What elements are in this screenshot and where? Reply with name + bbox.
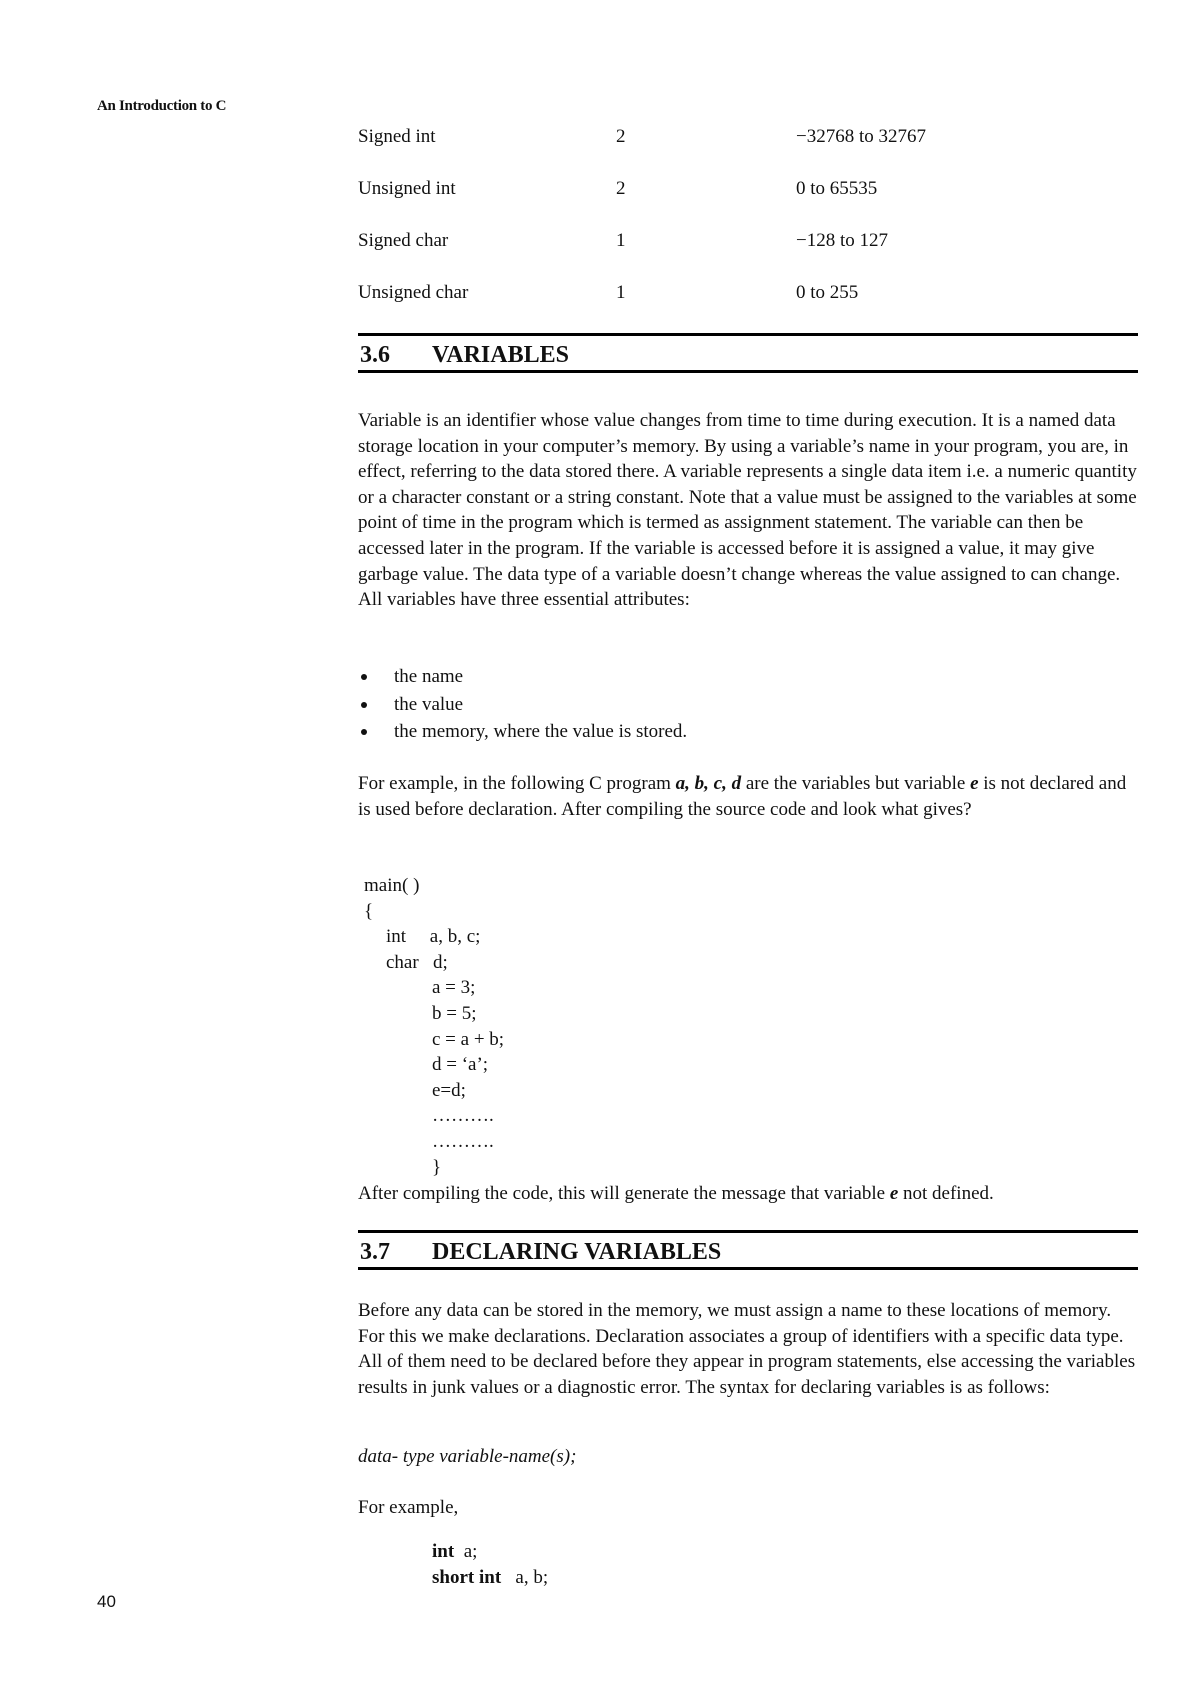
- variable-list: a;: [454, 1541, 478, 1562]
- code-line: a = 3;: [432, 977, 476, 999]
- section-heading-declaring-variables: [358, 1230, 1138, 1270]
- section-title: DECLARING VARIABLES: [432, 1239, 722, 1265]
- section-heading-variables: [358, 333, 1138, 373]
- code-line: char d;: [386, 951, 448, 973]
- list-item: [358, 691, 1138, 719]
- table-row: [358, 282, 1138, 334]
- text-run: is not declared and is used before declaration. After compiling the source code and look what gives?: [358, 773, 1127, 820]
- bytes-cell: 2: [616, 178, 626, 199]
- list-item: [358, 718, 1138, 746]
- attributes-list: [358, 663, 1138, 746]
- syntax-line: [358, 1444, 1138, 1470]
- text-run: For example, in the following C program: [358, 773, 676, 794]
- range-cell: −32768 to 32767: [796, 126, 926, 147]
- code-line: c = a + b;: [432, 1028, 505, 1050]
- type-cell: Signed char: [358, 230, 449, 251]
- code-line: main( ): [364, 875, 420, 896]
- code-line: b = 5;: [432, 1002, 477, 1024]
- running-header: An Introduction to C: [97, 98, 227, 114]
- conclusion: [358, 1181, 1138, 1207]
- code-line: ……….: [432, 1130, 494, 1152]
- text-run: are the variables but variable: [741, 773, 971, 794]
- code-line: }: [432, 1156, 442, 1178]
- variable-list: a, b;: [501, 1566, 549, 1588]
- declaration-line: [358, 1539, 1138, 1565]
- declaration-syntax: data- type variable-name(s);: [358, 1446, 577, 1467]
- table-row: [358, 178, 1138, 230]
- table-row: [358, 230, 1138, 282]
- section-number: 3.7: [360, 1239, 390, 1265]
- variable-names: a, b, c, d: [675, 773, 742, 794]
- type-keyword: short int: [432, 1566, 502, 1588]
- code-line: int a, b, c;: [386, 926, 481, 948]
- text-run: not defined.: [898, 1183, 994, 1204]
- bullet-icon: [361, 702, 367, 708]
- type-cell: Unsigned int: [358, 178, 456, 199]
- bytes-cell: 2: [616, 126, 626, 147]
- example-label-text: For example,: [358, 1497, 459, 1518]
- code-line: ……….: [432, 1105, 494, 1127]
- range-cell: 0 to 65535: [796, 178, 878, 199]
- list-item-text: the name: [394, 666, 464, 687]
- code-line: e=d;: [432, 1079, 466, 1101]
- type-keyword: int: [432, 1541, 455, 1562]
- table-row: [358, 126, 1138, 178]
- list-item-text: the memory, where the value is stored.: [394, 721, 688, 742]
- code-example: [358, 873, 1138, 1180]
- section-title: VARIABLES: [432, 342, 569, 368]
- declaring-body: [358, 1298, 1138, 1400]
- range-cell: −128 to 127: [796, 230, 888, 251]
- code-line: {: [364, 900, 374, 922]
- code-line: d = ‘a’;: [432, 1054, 489, 1076]
- page-number: 40: [97, 1592, 116, 1611]
- declaration-examples: [358, 1539, 1138, 1590]
- undeclared-variable: e: [970, 773, 979, 794]
- text-run: After compiling the code, this will generate the message that variable: [358, 1183, 890, 1204]
- type-cell: Unsigned char: [358, 282, 469, 303]
- bytes-cell: 1: [616, 230, 626, 251]
- list-item: [358, 663, 1138, 691]
- type-cell: Signed int: [358, 126, 436, 147]
- list-item-text: the value: [394, 693, 464, 715]
- variables-paragraph: Variable is an identifier whose value changes from time to time during execution. It is a named data storage location in your computer’s memory. By using a variable’s name in your program, you are, in effect, referring to the data stored there. A variable represents a single data item i.e. a numeric quantity or a character constant or a string constant. Note that a value must be assigned to the variables at some point of time in the program which is termed as assignment statement. The variable can then be accessed later in the program. If the variable is accessed before it is assigned a value, it may give garbage value. The data type of a variable doesn’t change whereas the value assigned to can change. All variables have three essential attributes:: [358, 410, 1137, 611]
- bullet-icon: [361, 729, 367, 735]
- range-cell: 0 to 255: [796, 282, 859, 303]
- attributes-list-wrap: [358, 663, 1138, 746]
- example-label: [358, 1495, 1138, 1521]
- variables-body: [358, 408, 1138, 613]
- bytes-cell: 1: [616, 282, 626, 303]
- declaration-line: [358, 1565, 1138, 1591]
- conclusion-paragraph: [358, 1181, 1138, 1207]
- bullet-icon: [361, 674, 367, 680]
- example-intro-paragraph: [358, 771, 1138, 822]
- example-intro: [358, 771, 1138, 822]
- data-type-table: [358, 126, 1138, 334]
- declaring-paragraph: Before any data can be stored in the memory, we must assign a name to these locations of memory. For this we make declarations. Declaration associates a group of identifiers with a specific data type. All of them need to be declared before they appear in program statements, else accessing the variables results in junk values or a diagnostic error. The syntax for declaring variables is as follows:: [358, 1300, 1136, 1398]
- undefined-variable: e: [889, 1183, 899, 1204]
- section-number: 3.6: [360, 342, 390, 368]
